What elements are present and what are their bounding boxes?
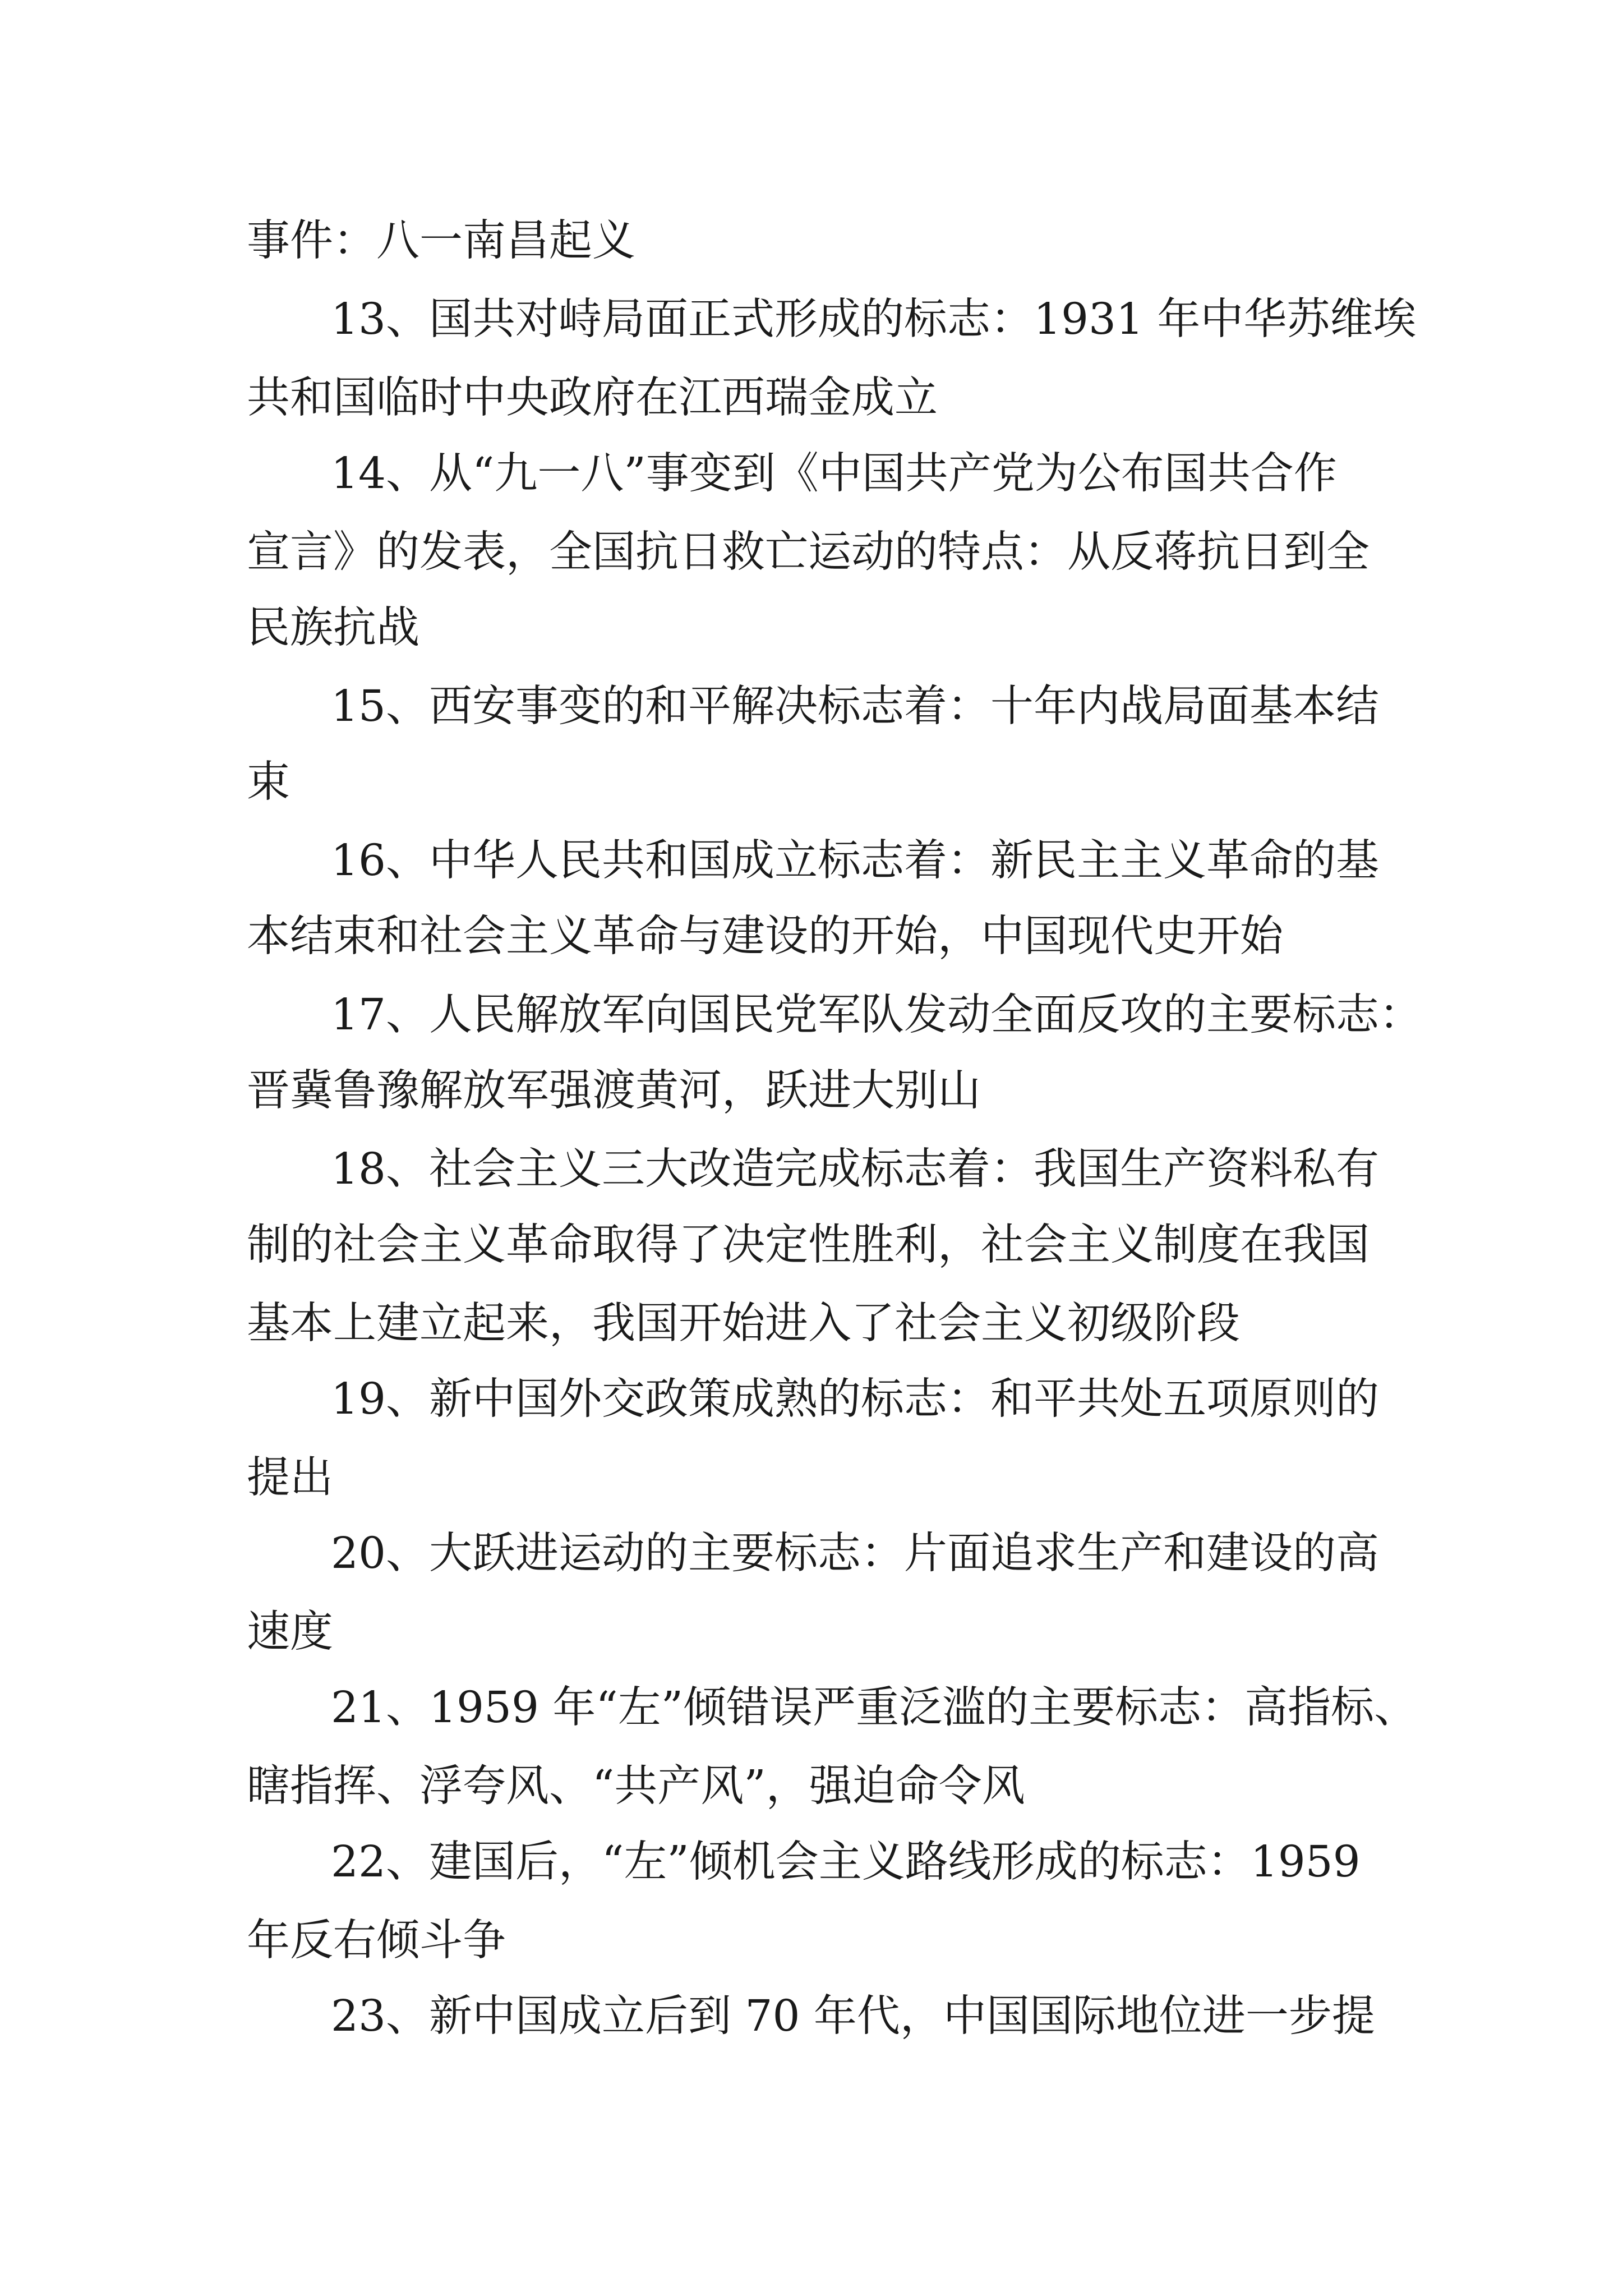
text-line: 21、1959 年“左”倾错误严重泛滥的主要标志：高指标、 <box>331 1683 1418 1733</box>
text-line: 制的社会主义革命取得了决定性胜利，社会主义制度在我国 <box>247 1220 1370 1270</box>
text-line: 18、社会主义三大改造完成标志着：我国生产资料私有 <box>331 1144 1379 1194</box>
text-line: 宣言》的发表，全国抗日救亡运动的特点：从反蒋抗日到全 <box>247 527 1370 577</box>
text-line: 晋冀鲁豫解放军强渡黄河，跃进大别山 <box>247 1066 981 1116</box>
text-line: 17、人民解放军向国民党军队发动全面反攻的主要标志： <box>331 990 1422 1040</box>
text-line: 束 <box>247 757 290 807</box>
text-line: 共和国临时中央政府在江西瑞金成立 <box>247 373 938 423</box>
text-line: 事件：八一南昌起义 <box>247 216 635 266</box>
text-line: 民族抗战 <box>247 603 419 653</box>
text-line: 本结束和社会主义革命与建设的开始，中国现代史开始 <box>247 912 1283 961</box>
text-line: 23、新中国成立后到 70 年代，中国国际地位进一步提 <box>331 1991 1375 2041</box>
text-line: 19、新中国外交政策成熟的标志：和平共处五项原则的 <box>331 1374 1379 1424</box>
text-line: 13、国共对峙局面正式形成的标志：1931 年中华苏维埃 <box>331 295 1417 344</box>
text-line: 16、中华人民共和国成立标志着：新民主主义革命的基 <box>331 836 1379 886</box>
text-line: 22、建国后，“左”倾机会主义路线形成的标志：1959 <box>331 1837 1361 1887</box>
text-line: 15、西安事变的和平解决标志着：十年内战局面基本结 <box>331 682 1379 731</box>
text-line: 年反右倾斗争 <box>247 1916 506 1966</box>
text-line: 速度 <box>247 1607 333 1657</box>
text-line: 提出 <box>247 1453 333 1503</box>
text-line: 14、从“九一八”事变到《中国共产党为公布国共合作 <box>331 449 1337 499</box>
text-line: 基本上建立起来，我国开始进入了社会主义初级阶段 <box>247 1299 1240 1349</box>
text-line: 20、大跃进运动的主要标志：片面追求生产和建设的高 <box>331 1529 1379 1579</box>
text-line: 瞎指挥、浮夸风、“共产风”，强迫命令风 <box>247 1761 1025 1811</box>
